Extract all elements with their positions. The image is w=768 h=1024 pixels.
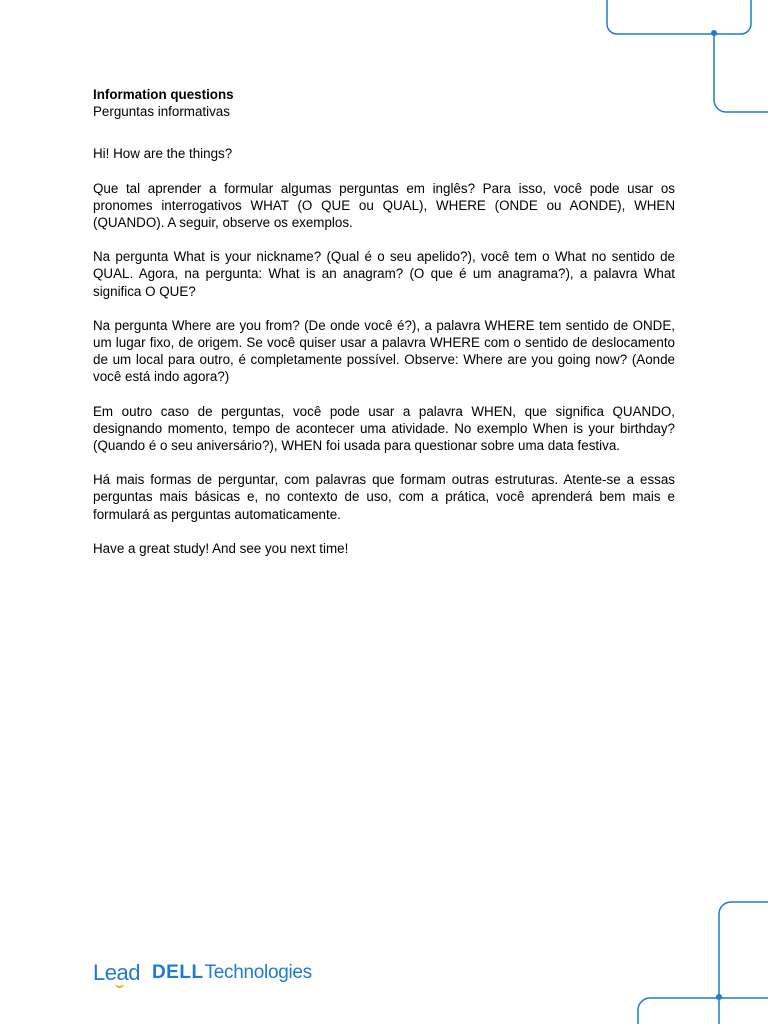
footer-logos — [93, 958, 312, 988]
lead-logo-accent — [115, 982, 124, 988]
document-subtitle: Perguntas informativas — [93, 104, 230, 120]
greeting: Hi! How are the things? — [93, 146, 233, 162]
paragraph-5: Há mais formas de perguntar, com palavras que formam outras estruturas. Atente-se a essas perguntas mais básicas e, no contexto de uso, com a prática, você aprenderá bem mais e formulará as perguntas automaticamente. — [93, 472, 675, 522]
junction-dot-bottom — [716, 994, 722, 1000]
dell-logo: DELL — [151, 962, 204, 983]
paragraph-4: Em outro caso de perguntas, você pode usar a palavra WHEN, que significa QUANDO, designando momento, tempo de acontecer uma atividade. No exemplo When is your birthday? (Quando é o seu aniversário?), WHEN foi usada para questionar sobre uma data festiva. — [93, 403, 675, 454]
junction-dot-top — [711, 30, 717, 36]
document-body — [93, 86, 675, 574]
document-title: Information questions — [93, 87, 234, 102]
paragraph-3: Na pergunta Where are you from? (De onde você é?), a palavra WHERE tem sentido de ONDE, um lugar fixo, de origem. Se você quiser usar a palavra WHERE com o sentido de deslocamento de um local para outro, é completamente possível. Observe: Where are you going now? (Aonde você está indo agora?) — [93, 317, 675, 385]
paragraph-1: Que tal aprender a formular algumas perguntas em inglês? Para isso, você pode usar os pronomes interrogativos WHAT (O QUE ou QUAL), WHERE (ONDE ou AONDE), WHEN (QUANDO). A seguir, observe os exemplos. — [93, 180, 675, 231]
closing-line: Have a great study! And see you next time! — [93, 540, 349, 556]
lead-logo: Lead — [93, 960, 140, 986]
technologies-logo: Technologies — [204, 962, 312, 983]
paragraph-2: Na pergunta What is your nickname? (Qual é o seu apelido?), você tem o What no sentido de QUAL. Agora, na pergunta: What is an anagram? (O que é um anagrama?), a palavra What significa O QUE? — [93, 249, 675, 299]
